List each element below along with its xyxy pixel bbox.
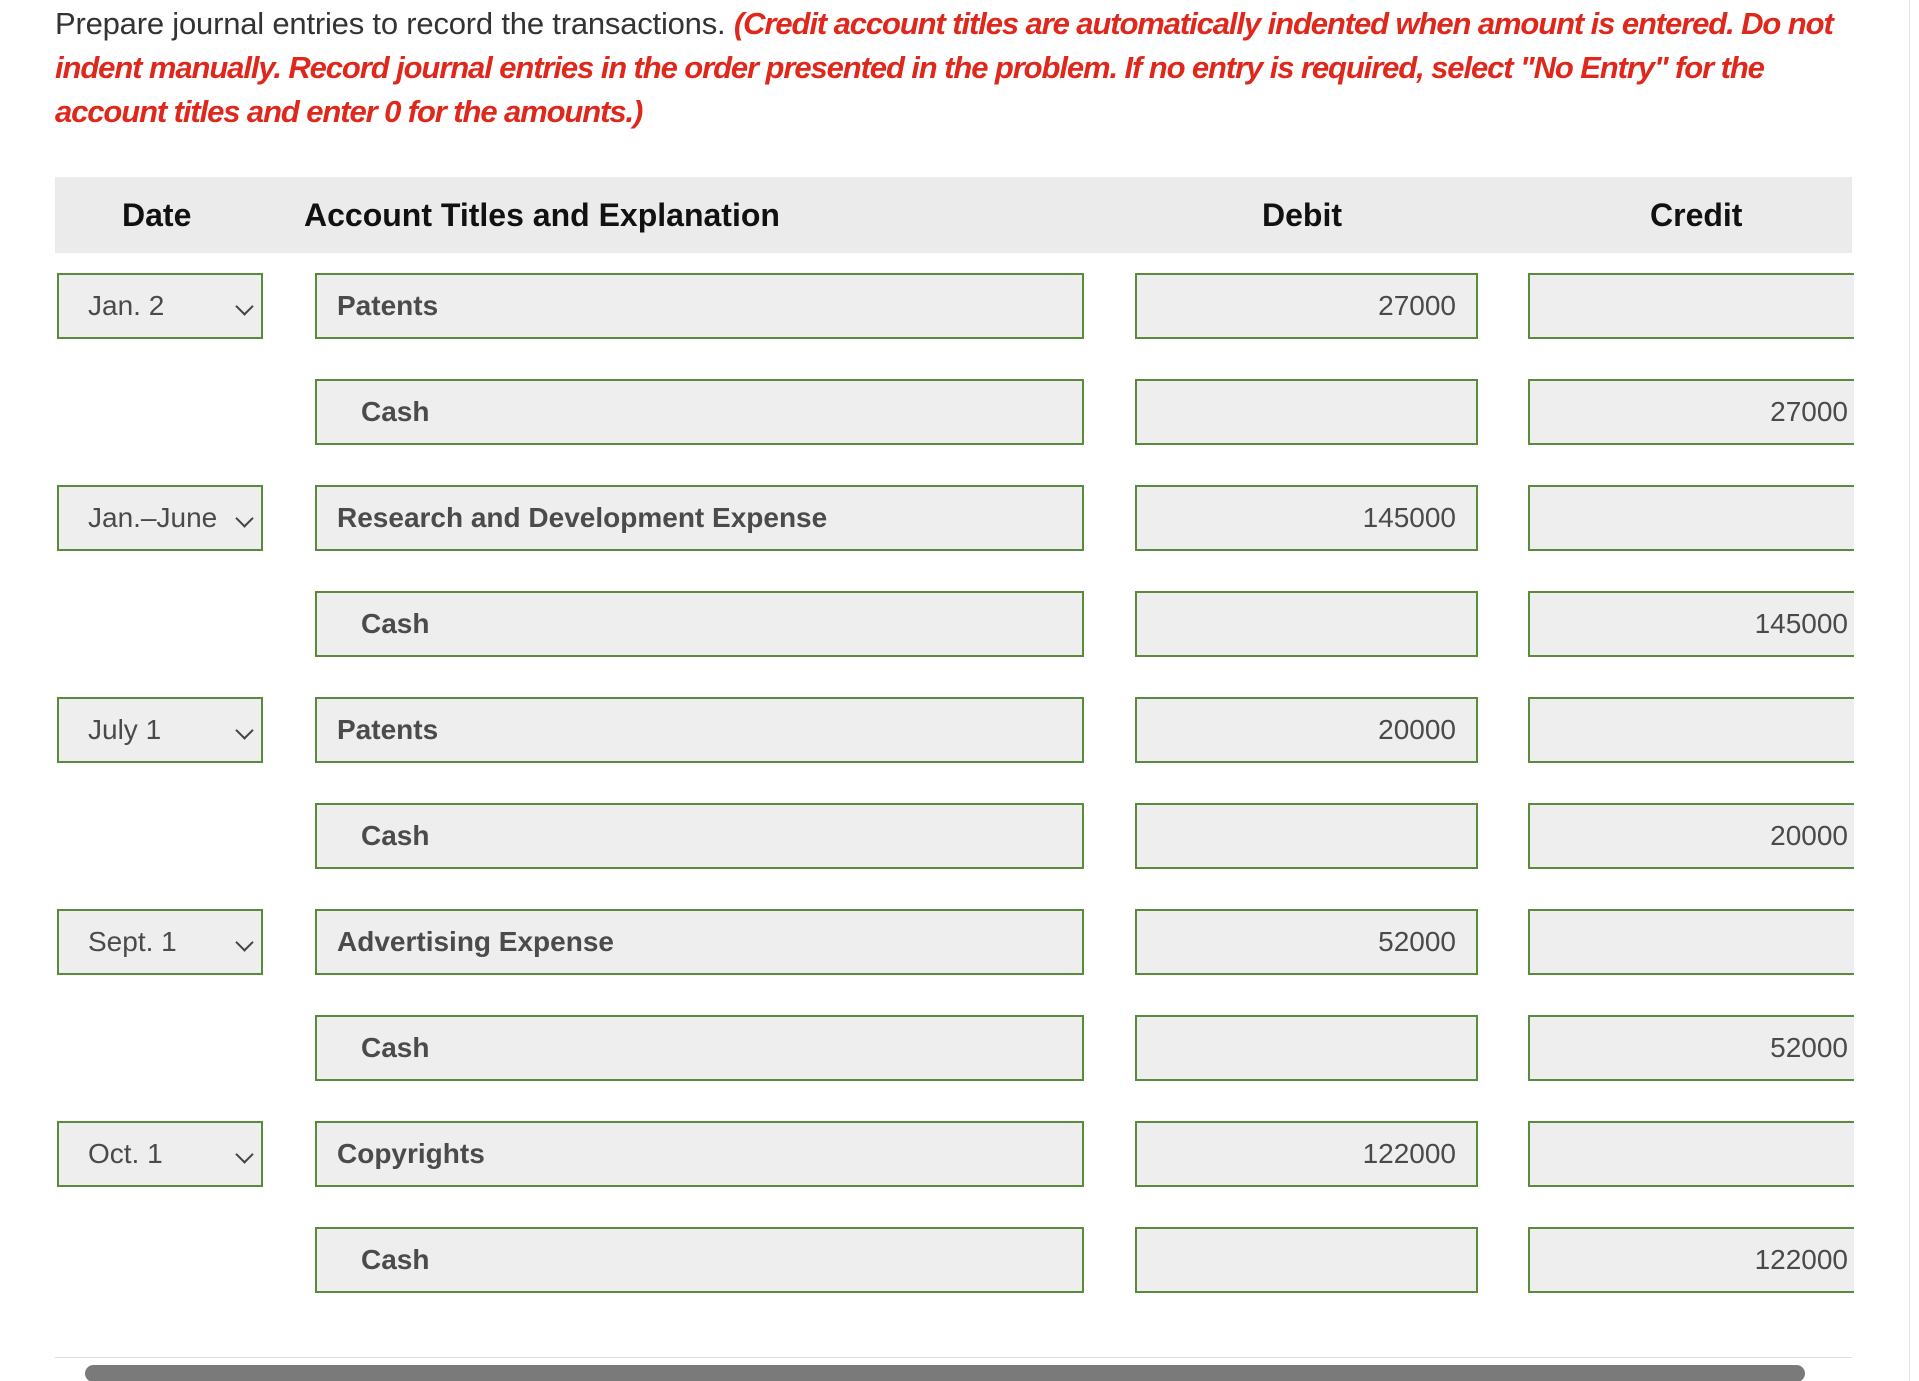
chevron-down-icon [235, 1145, 253, 1163]
debit-field[interactable] [1135, 803, 1478, 869]
debit-value: 145000 [1362, 502, 1456, 533]
debit-field[interactable] [1135, 1227, 1478, 1293]
date-value: Oct. 1 [88, 1138, 163, 1169]
debit-value: 20000 [1378, 714, 1456, 745]
debit-field[interactable] [1135, 1121, 1478, 1187]
account-title-value: Cash [361, 820, 430, 851]
credit-field[interactable] [1528, 379, 1854, 445]
account-title-value: Advertising Expense [337, 926, 614, 957]
account-title-value: Cash [361, 1244, 430, 1275]
credit-value: 52000 [1770, 1032, 1848, 1063]
account-title-value: Cash [361, 608, 430, 639]
date-value: Jan.–June [88, 502, 218, 533]
credit-value: 20000 [1770, 820, 1848, 851]
chevron-down-icon [235, 509, 253, 527]
journal-row [0, 1227, 1919, 1293]
header-debit: Debit [1262, 197, 1342, 233]
instructions [55, 2, 1865, 134]
journal-row [0, 273, 1919, 339]
journal-row [0, 909, 1919, 975]
credit-field[interactable] [1528, 485, 1854, 551]
account-title-value: Cash [361, 396, 430, 427]
date-select[interactable] [57, 273, 263, 339]
date-value: July 1 [88, 714, 162, 745]
journal-row [0, 803, 1919, 869]
journal-row [0, 379, 1919, 445]
debit-field[interactable] [1135, 485, 1478, 551]
debit-value: 122000 [1362, 1138, 1456, 1169]
credit-value: 27000 [1770, 396, 1848, 427]
account-title-value: Copyrights [337, 1138, 485, 1169]
account-title-field[interactable] [315, 1227, 1084, 1293]
instructions-note: (Credit account titles are automatically indented when amount is entered. Do not indent manually. Record journal entries in the order presented in the problem. If no entry is required, select "No Entry" for the account titles and enter 0 for the amounts.) [55, 6, 1833, 129]
debit-field[interactable] [1135, 379, 1478, 445]
credit-field[interactable] [1528, 909, 1854, 975]
chevron-down-icon [235, 297, 253, 315]
account-title-value: Research and Development Expense [337, 502, 828, 533]
account-title-value: Patents [337, 290, 439, 321]
journal-row [0, 591, 1919, 657]
header-account-titles: Account Titles and Explanation [304, 197, 780, 233]
debit-value: 52000 [1378, 926, 1456, 957]
account-title-field[interactable] [315, 591, 1084, 657]
credit-value: 145000 [1754, 608, 1848, 639]
credit-value: 122000 [1754, 1244, 1848, 1275]
journal-row [0, 1015, 1919, 1081]
header-credit: Credit [1650, 197, 1743, 233]
date-select[interactable] [57, 697, 263, 763]
account-title-field[interactable] [315, 1015, 1084, 1081]
date-select[interactable] [57, 1121, 263, 1187]
instructions-lead: Prepare journal entries to record the transactions. [55, 6, 726, 41]
debit-field[interactable] [1135, 591, 1478, 657]
debit-field[interactable] [1135, 697, 1478, 763]
date-select[interactable] [57, 909, 263, 975]
account-title-value: Cash [361, 1032, 430, 1063]
scrollbar-thumb[interactable] [85, 1365, 1805, 1381]
credit-field[interactable] [1528, 1121, 1854, 1187]
credit-field[interactable] [1528, 273, 1854, 339]
account-title-field[interactable] [315, 803, 1084, 869]
date-value: Jan. 2 [88, 290, 165, 321]
account-title-field[interactable] [315, 697, 1084, 763]
header-date: Date [122, 197, 192, 233]
debit-field[interactable] [1135, 273, 1478, 339]
horizontal-scrollbar[interactable] [55, 1357, 1852, 1381]
chevron-down-icon [235, 721, 253, 739]
account-title-field[interactable] [315, 485, 1084, 551]
debit-field[interactable] [1135, 1015, 1478, 1081]
debit-field[interactable] [1135, 909, 1478, 975]
date-select[interactable] [57, 485, 263, 551]
credit-field[interactable] [1528, 803, 1854, 869]
date-value: Sept. 1 [88, 926, 177, 957]
credit-field[interactable] [1528, 697, 1854, 763]
account-title-value: Patents [337, 714, 439, 745]
page-edge-divider [1909, 0, 1910, 1381]
chevron-down-icon [235, 933, 253, 951]
journal-row [0, 1121, 1919, 1187]
credit-field[interactable] [1528, 591, 1854, 657]
credit-field[interactable] [1528, 1015, 1854, 1081]
debit-value: 27000 [1378, 290, 1456, 321]
table-header [55, 177, 1852, 253]
account-title-field[interactable] [315, 1121, 1084, 1187]
account-title-field[interactable] [315, 273, 1084, 339]
journal-row [0, 697, 1919, 763]
journal-row [0, 485, 1919, 551]
account-title-field[interactable] [315, 379, 1084, 445]
credit-field[interactable] [1528, 1227, 1854, 1293]
account-title-field[interactable] [315, 909, 1084, 975]
